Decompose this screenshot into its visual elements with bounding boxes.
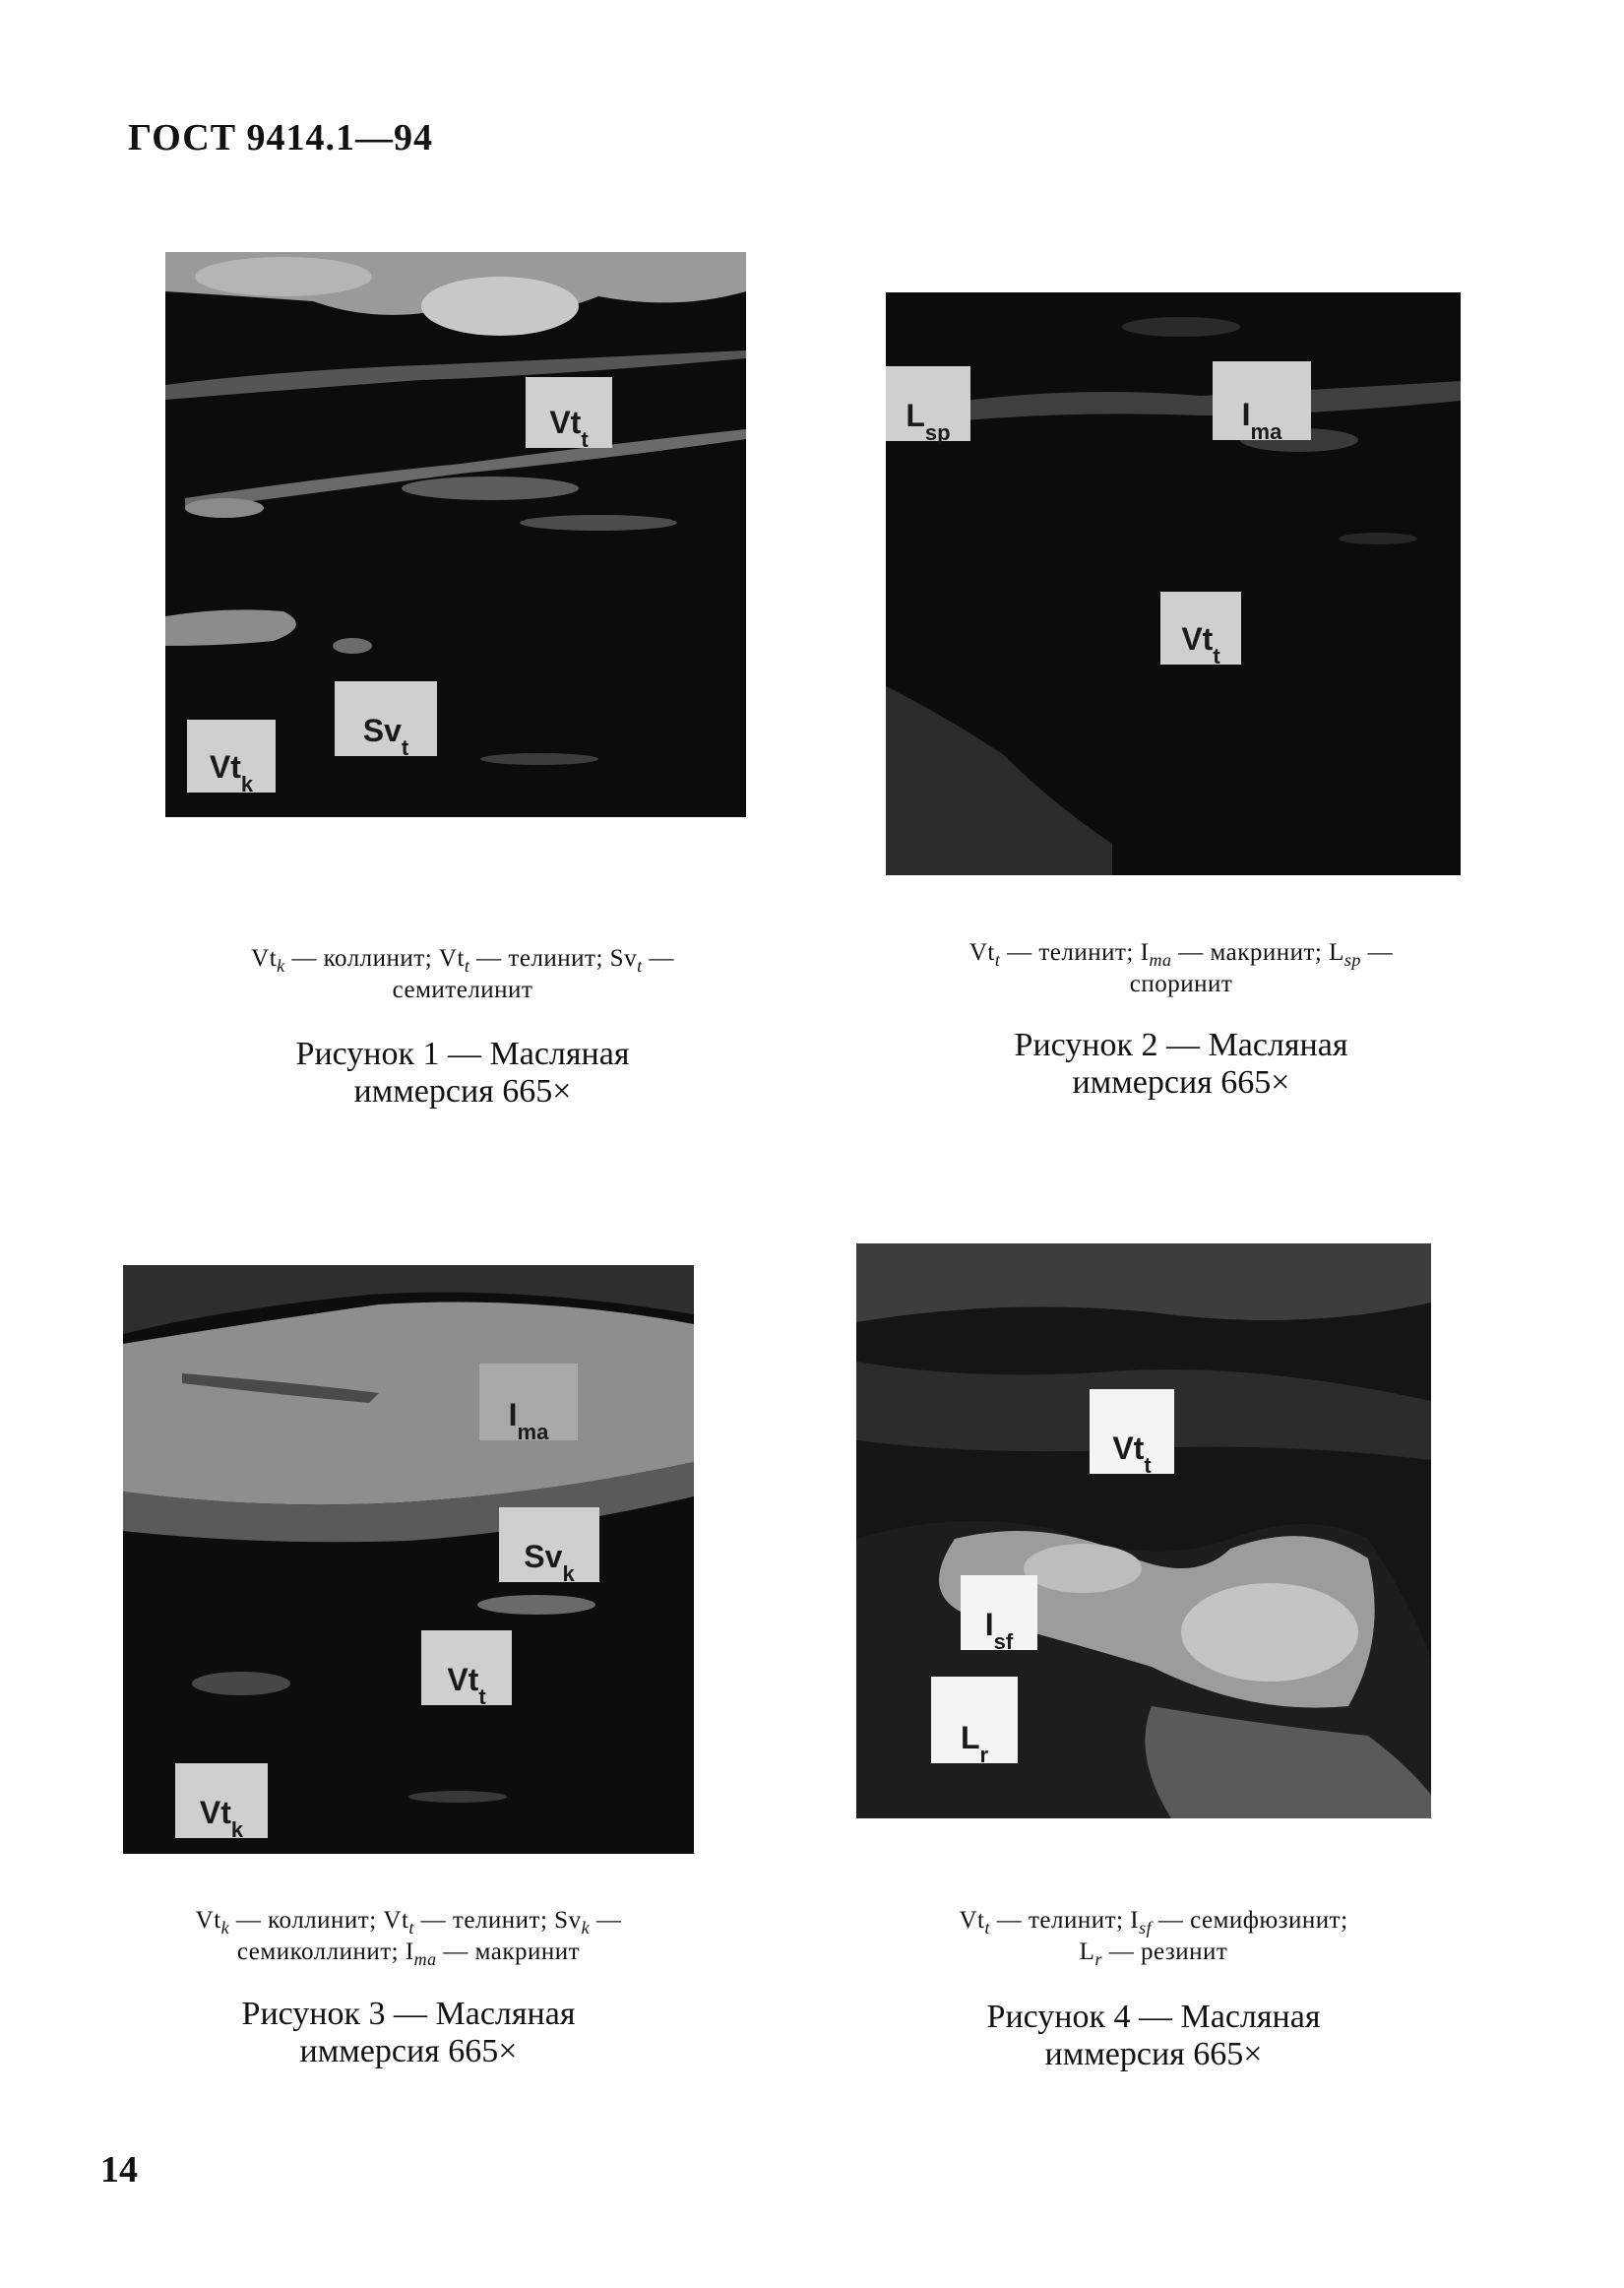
figure-1-caption-line-2: иммерсия 665× — [353, 1073, 572, 1110]
figure-4-caption-line-2: иммерсия 665× — [1044, 2036, 1263, 2072]
figure-2-caption-line-2: иммерсия 665× — [1072, 1064, 1290, 1101]
figure-3-legend-line-2: семиколлинит; $I_{ma}$ — макринит — [236, 1938, 581, 1969]
figure-4-caption — [839, 1999, 1468, 2073]
figure-2-legend-line-2: споринит — [1129, 971, 1233, 997]
label-vtk: Vt $_k$ — [187, 720, 276, 793]
label-vtt: Vt $_t$ — [1160, 592, 1241, 665]
label-vtk: Vt $_k$ — [175, 1763, 268, 1838]
figure-2-legend-line-1: $Vt_t$ — телинит; $I_{ma}$ — макринит; $L_{sp}$ — — [968, 939, 1394, 970]
figure-2-legend — [866, 937, 1496, 1000]
label-ima: I $_{ma}$ — [479, 1364, 578, 1440]
figure-1-legend — [148, 943, 778, 1006]
figure-4-legend-line-1: $Vt_t$ — телинит; $I_{sf}$ — семифюзинит; — [959, 1907, 1348, 1938]
label-vtt: Vt $_t$ — [421, 1630, 512, 1705]
label-ima: I $_{ma}$ — [1213, 361, 1311, 440]
figure-4-legend — [839, 1905, 1468, 1968]
figure-3-legend-line-1: $Vt_k$ — коллинит; $Vt_t$ — телинит; $Sv_k$ — — [195, 1907, 622, 1938]
document-header: ГОСТ 9414.1—94 — [128, 117, 434, 159]
label-svk: Sv $_k$ — [499, 1507, 599, 1582]
figure-1-legend-line-1: $Vt_k$ — коллинит; $Vt_t$ — телинит; $Sv_t$ — — [251, 945, 674, 976]
figure-1-micrograph — [165, 252, 746, 817]
figure-4-legend-line-2: $L_r$ — резинит — [1079, 1938, 1228, 1969]
figure-3-caption — [94, 1996, 723, 2070]
label-vtt: Vt $_t$ — [526, 377, 612, 448]
page-number: 14 — [100, 2149, 138, 2191]
figure-1-caption-line-1: Рисунок 1 — Масляная — [295, 1036, 630, 1072]
figure-2-micrograph — [886, 292, 1461, 875]
label-svt: Sv $_t$ — [335, 681, 437, 756]
figure-3-micrograph — [123, 1265, 694, 1854]
figure-2-texture — [886, 292, 1461, 875]
label-lr: L $_r$ — [931, 1677, 1018, 1763]
label-isf: I $_{sf}$ — [961, 1575, 1037, 1650]
figure-4-micrograph — [856, 1243, 1431, 1818]
label-lsp: L $_{sp}$ — [886, 366, 970, 441]
figure-1-caption — [148, 1036, 778, 1111]
figure-2-caption — [866, 1027, 1496, 1102]
label-vtt: Vt $_t$ — [1090, 1389, 1174, 1474]
figure-4-caption-line-1: Рисунок 4 — Масляная — [986, 1999, 1321, 2035]
figure-3-caption-line-2: иммерсия 665× — [299, 2033, 518, 2069]
figure-3-legend — [94, 1905, 723, 1968]
figure-3-caption-line-1: Рисунок 3 — Масляная — [241, 1996, 576, 2032]
figure-2-caption-line-1: Рисунок 2 — Масляная — [1014, 1027, 1348, 1063]
figure-1-legend-line-2: семителинит — [392, 977, 533, 1003]
